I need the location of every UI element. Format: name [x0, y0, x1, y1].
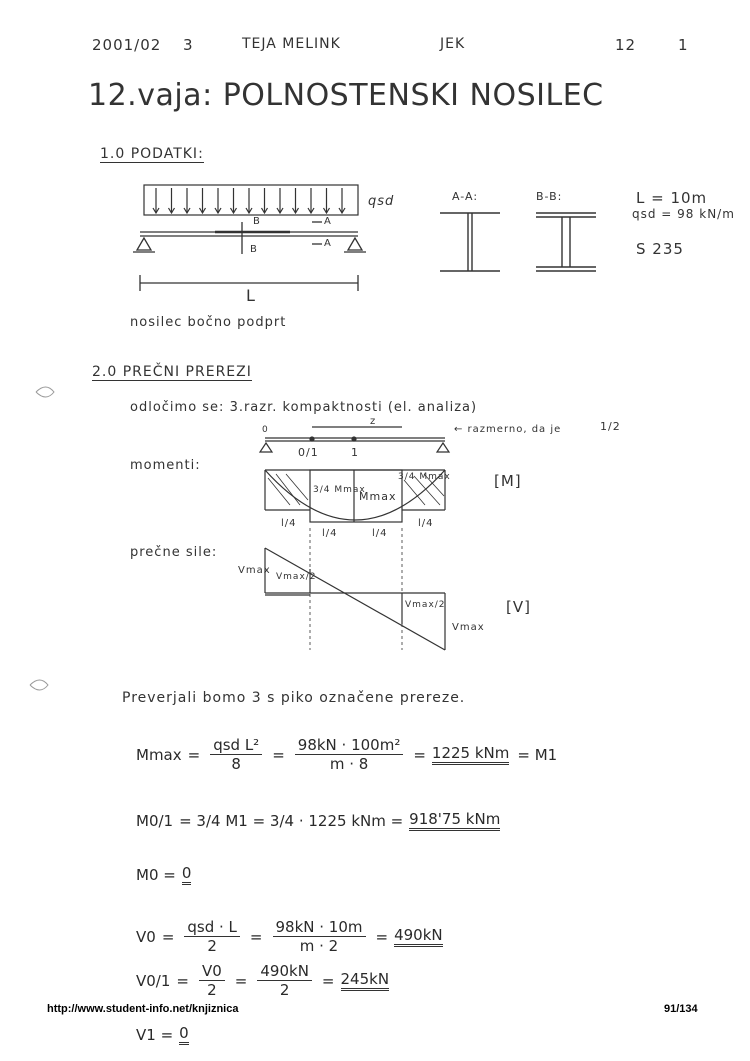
mmax-lhs: Mmax — [136, 745, 182, 764]
param-q: qsd = 98 kN/m — [632, 207, 735, 221]
mmax-tail: = M1 — [517, 745, 558, 764]
mark-b-bottom: B — [250, 244, 258, 255]
m-box-mid: Mmax — [359, 490, 397, 503]
z-label: z — [370, 416, 377, 427]
v0-f2-num: 98kN · 10m — [273, 918, 366, 937]
v0-equation: V0 = $\frac{\text{qsd · L}}{2}$ = $\frac{98kN \cdot 10m}{m \cdot 2}$ = 490kN — [136, 918, 443, 955]
distributed-load-icon — [144, 185, 358, 215]
v0-result: 490kN — [394, 926, 443, 947]
quarter-4: l/4 — [418, 518, 434, 529]
shear-diagram — [265, 548, 445, 650]
mmax-f1-den: 8 — [231, 755, 241, 773]
quarter-1: l/4 — [281, 518, 297, 529]
quarter-2: l/4 — [322, 528, 338, 539]
m-box-right: 3/4 Mmax — [398, 472, 451, 482]
m01-equation — [136, 810, 500, 831]
param-steel: S 235 — [636, 240, 684, 258]
v01-f1-num: V0 — [199, 962, 225, 981]
v-half-left: Vmax/2 — [276, 572, 317, 582]
page-title: 12.vaja: POLNOSTENSKI NOSILEC — [88, 78, 604, 113]
footer-url[interactable]: http://www.student-info.net/knjiznica — [47, 1003, 239, 1015]
v01-lhs: V0/1 — [136, 971, 171, 990]
mark-a-top: A — [324, 216, 332, 227]
v01-f2-num: 490kN — [257, 962, 312, 981]
v01-equation: V0/1 = $\frac{V0}{2}$ = $\frac{490kN}{2}$ = 245kN — [136, 962, 390, 999]
v1-lhs: V1 = — [136, 1025, 174, 1044]
v0-lhs: V0 — [136, 927, 156, 946]
mmax-equation: Mmax = $\frac{\text{qsd L²}}{8}$ = $\frac{\text{98kN · 100m²}}{m \cdot 8}$ = 1225 kNm = M1 — [136, 736, 558, 773]
approx-note: ← razmerno, da je — [454, 424, 562, 435]
moment-diagram — [265, 470, 445, 650]
mark-b-top: B — [253, 216, 261, 227]
param-l: L = 10m — [636, 189, 708, 207]
v-left: Vmax — [238, 565, 271, 576]
v-half-right: Vmax/2 — [405, 600, 446, 610]
m0-lhs: M0 = — [136, 865, 176, 884]
moments-label: momenti: — [130, 458, 201, 473]
mmax-f2-den: m · 8 — [329, 755, 369, 773]
section-a-label: A-A: — [452, 190, 479, 203]
decision-text: odločimo se: 3.razr. kompaktnosti (el. analiza) — [130, 400, 478, 415]
dimension-l: L — [246, 286, 256, 305]
v01-f1-den: 2 — [207, 981, 217, 999]
calc-intro: Preverjali bomo 3 s piko označene prereze. — [122, 690, 466, 706]
v1-result: 0 — [179, 1024, 189, 1045]
header-page: 1 — [678, 36, 689, 54]
header-code: JEK — [440, 36, 466, 52]
i-section-a-icon — [440, 213, 500, 271]
v0-f1-num: qsd · L — [184, 918, 240, 937]
section2-heading: 2.0 PREČNI PREREZI — [92, 364, 252, 380]
header-exercise-no: 12 — [615, 36, 637, 54]
m0-equation — [136, 864, 191, 885]
header-number: 3 — [183, 36, 194, 54]
mmax-f1-num: qsd L² — [210, 736, 262, 755]
v-right: Vmax — [452, 622, 485, 633]
header-year: 2001/02 — [92, 36, 162, 54]
mmax-f2-num: 98kN · 100m² — [295, 736, 404, 755]
m01-mid: = 3/4 M1 = 3/4 · 1225 kNm = — [179, 811, 404, 830]
footer-page-count: 91/134 — [664, 1003, 698, 1015]
m01-lhs: M0/1 — [136, 811, 174, 830]
m-tag: [M] — [494, 472, 522, 490]
punch-hole-icon — [36, 387, 54, 397]
mark-a-bottom: A — [324, 238, 332, 249]
m-box-left: 3/4 Mmax — [313, 485, 366, 495]
punch-hole-icon — [30, 680, 48, 690]
quarter-3: l/4 — [372, 528, 388, 539]
v0-f2-den: m · 2 — [299, 937, 339, 955]
beam-icon — [133, 222, 366, 291]
v-tag: [V] — [506, 598, 531, 616]
i-section-b-icon — [536, 213, 596, 271]
v0-f1-den: 2 — [207, 937, 217, 955]
point-01: 0/1 — [298, 446, 319, 459]
point-0: 0 — [262, 425, 269, 435]
load-label: qsd — [368, 194, 395, 209]
m0-result: 0 — [182, 864, 192, 885]
header-author: TEJA MELINK — [242, 36, 341, 52]
v01-f2-den: 2 — [279, 981, 290, 999]
section1-heading: 1.0 PODATKI: — [100, 146, 204, 162]
section-b-label: B-B: — [536, 190, 563, 203]
v01-result: 245kN — [341, 970, 390, 991]
shear-label: prečne sile: — [130, 545, 218, 560]
section1-note: nosilec bočno podprt — [130, 315, 287, 330]
mmax-result: 1225 kNm — [432, 744, 509, 765]
v1-equation — [136, 1024, 189, 1045]
point-1: 1 — [351, 446, 359, 459]
m01-result: 918'75 kNm — [409, 810, 500, 831]
approx-frac: 1/2 — [600, 420, 621, 433]
